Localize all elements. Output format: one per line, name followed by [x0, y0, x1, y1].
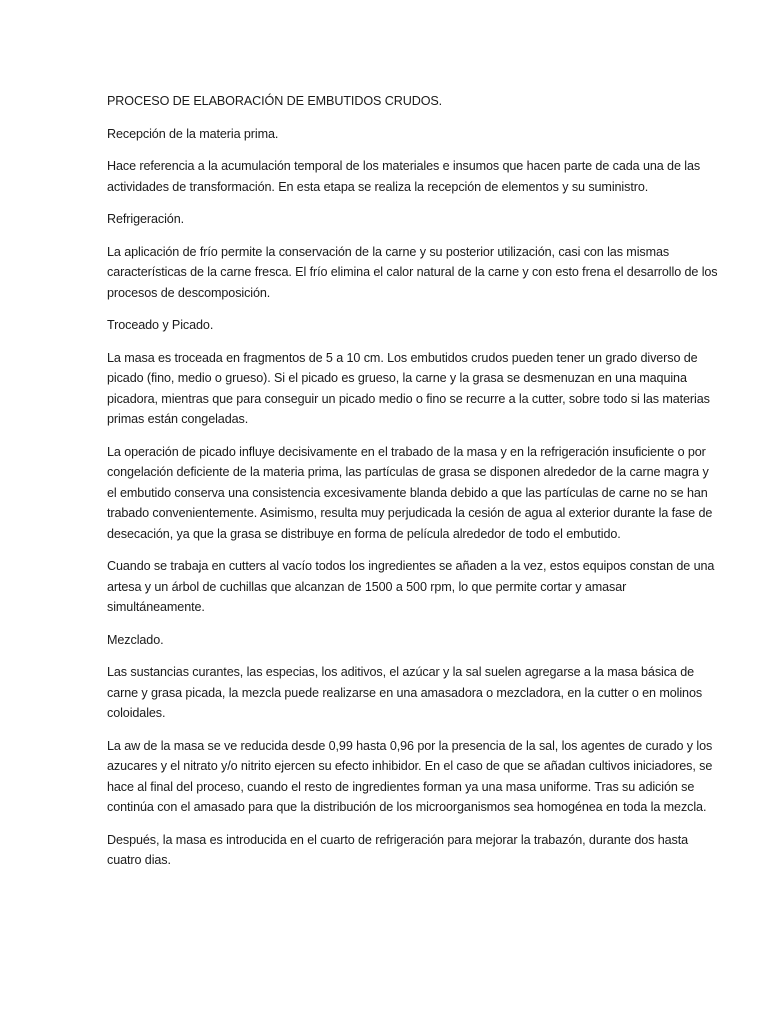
paragraph: Las sustancias curantes, las especias, los aditivos, el azúcar y la sal suelen agregarse a la masa básica de carne y grasa picada, la mezcla puede realizarse en una amasadora o mezcladora, en la cutter o en molinos coloidales. [107, 665, 703, 720]
paragraph: Después, la masa es introducida en el cuarto de refrigeración para mejorar la trabazón, durante dos hasta cuatro dias. [107, 832, 689, 867]
paragraph: Hace referencia a la acumulación temporal de los materiales e insumos que hacen parte de cada una de las actividades de transformación. En esta etapa se realiza la recepción de elementos y su suministro. [107, 159, 701, 194]
section-heading-refrigeracion: Refrigeración. [107, 212, 184, 226]
paragraph: La aw de la masa se ve reducida desde 0,99 hasta 0,96 por la presencia de la sal, los agentes de curado y los azucares y el nitrato y/o nitrito ejercen su efecto inhibidor. En el caso de que se añadan cultivos iniciadores, se hace al final del proceso, cuando el resto de ingredientes forman ya una masa uniforme. Tras su adición se continúa con el amasado para que la distribución de los microorganismos sea homogénea en toda la mezcla. [107, 738, 713, 814]
document-title: PROCESO DE ELABORACIÓN DE EMBUTIDOS CRUDOS. [107, 94, 443, 108]
section-heading-mezclado: Mezclado. [107, 632, 164, 647]
paragraph: Cuando se trabaja en cutters al vacío todos los ingredientes se añaden a la vez, estos equipos constan de una artesa y un árbol de cuchillas que alcanzan de 1500 a 500 rpm, lo que permite cortar y amasar simultáneamente. [107, 559, 715, 614]
paragraph: La masa es troceada en fragmentos de 5 a 10 cm. Los embutidos crudos pueden tener un grado diverso de picado (fino, medio o grueso). Si el picado es grueso, la carne y la grasa se desmenuzan en una maquina picadora, mientras que para conseguir un picado medio o fino se recurre a la cutter, sobre todo si las materias primas están congeladas. [107, 350, 710, 426]
section-heading-troceado: Troceado y Picado. [107, 318, 214, 332]
paragraph: La aplicación de frío permite la conservación de la carne y su posterior utilización, casi con las mismas características de la carne fresca. El frío elimina el calor natural de la carne y con esto frena el desarrollo de los procesos de descomposición. [107, 244, 718, 300]
section-heading-recepcion: Recepción de la materia prima. [107, 126, 279, 141]
paragraph: La operación de picado influye decisivamente en el trabado de la masa y en la refrigeración insuficiente o por congelación deficiente de la materia prima, las partículas de grasa se disponen alrededor de la carne magra y el embutido conserva una consistencia excesivamente blanda debido a que las partículas de carne no se han trabado convenientemente. Asimismo, resulta muy perjudicada la cesión de agua al exterior durante la fase de desecación, ya que la grasa se distribuye en forma de película alrededor de todo el embutido. [107, 444, 713, 541]
